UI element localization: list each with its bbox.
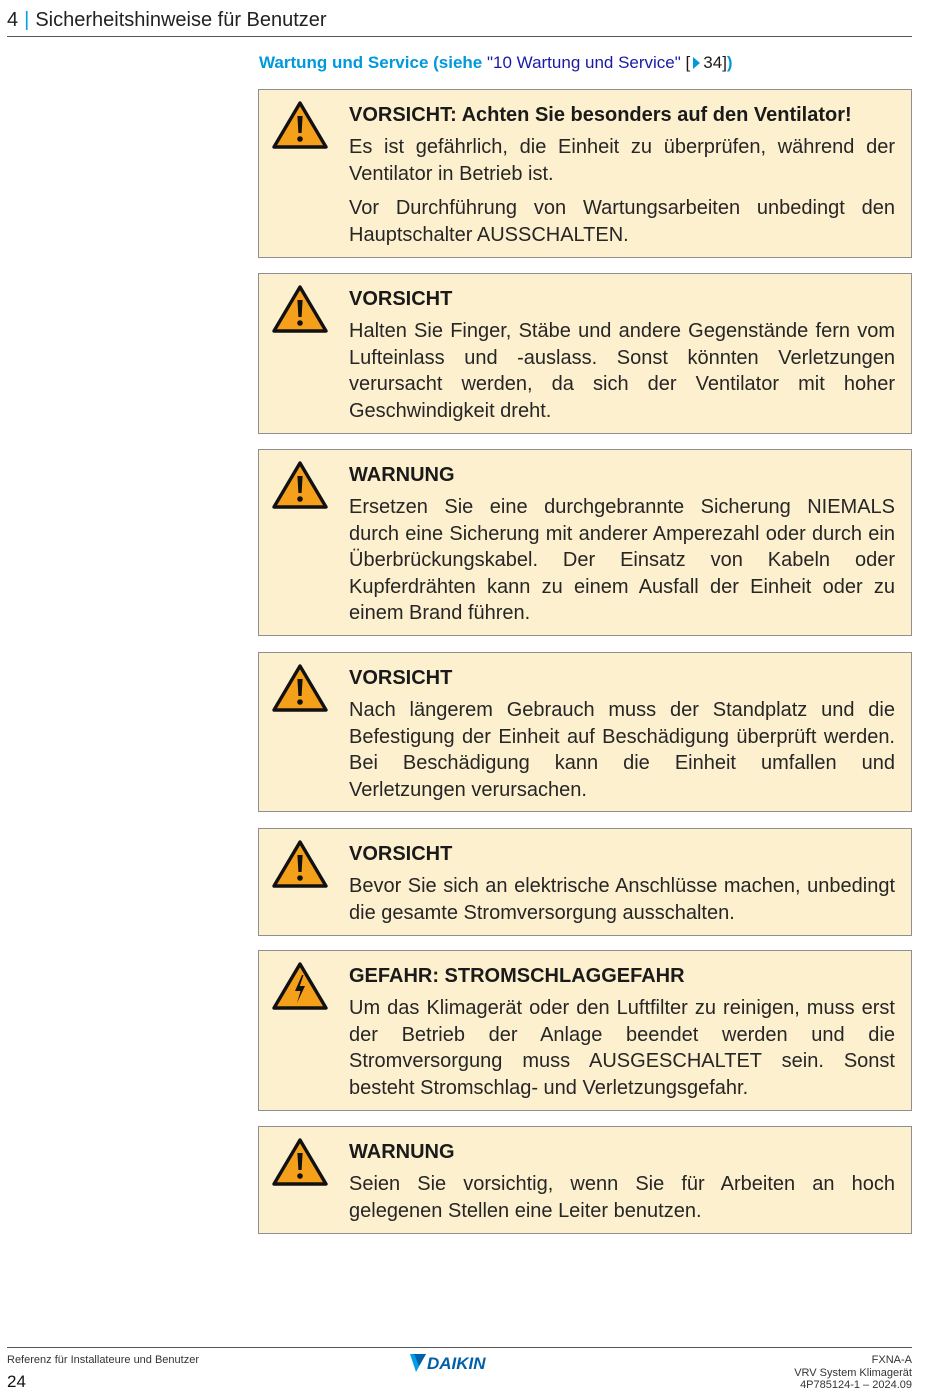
notice-body: Seien Sie vorsichtig, wenn Sie für Arbeiten an hoch gelegenen Stellen eine Leiter benutzen. xyxy=(349,1173,895,1222)
chapter-link[interactable]: "10 Wartung und Service" xyxy=(486,53,681,72)
notice-title: VORSICHT xyxy=(349,667,453,689)
chapter-title: Sicherheitshinweise für Benutzer xyxy=(35,9,327,31)
notice-caution-fan xyxy=(258,89,912,258)
notice-caution-fingers xyxy=(258,273,912,434)
warning-triangle-icon xyxy=(271,100,329,150)
page-header xyxy=(7,6,912,37)
notice-title: VORSICHT xyxy=(349,288,453,310)
notice-title: WARNUNG xyxy=(349,464,455,486)
notice-title: WARNUNG xyxy=(349,1141,455,1163)
notice-title: VORSICHT: Achten Sie besonders auf den Ventilator! xyxy=(349,104,852,126)
warning-triangle-icon xyxy=(271,663,329,713)
notice-title: VORSICHT xyxy=(349,843,453,865)
electric-shock-icon xyxy=(271,961,329,1011)
svg-text:DAIKIN: DAIKIN xyxy=(427,1354,486,1373)
notice-caution-power xyxy=(258,828,912,936)
page-number: 24 xyxy=(7,1372,26,1391)
warning-triangle-icon xyxy=(271,284,329,334)
model-name: FXNA-A xyxy=(871,1354,912,1366)
footer-product-info xyxy=(794,1354,912,1392)
notice-warning-fuse xyxy=(258,449,912,636)
document-id: 4P785124-1 – 2024.09 xyxy=(800,1379,912,1391)
warning-triangle-icon xyxy=(271,1137,329,1187)
notice-body: Bevor Sie sich an elektrische Anschlüsse machen, unbedingt die gesamte Stromversorgung ausschalten. xyxy=(349,875,895,924)
footer-reference: Referenz für Installateure und Benutzer xyxy=(7,1354,200,1366)
header-separator: | xyxy=(24,9,30,31)
warning-triangle-icon xyxy=(271,839,329,889)
maintenance-reference: Wartung und Service (siehe "10 Wartung und Service" [ 34]) xyxy=(259,53,733,72)
warning-triangle-icon xyxy=(271,460,329,510)
notice-danger-electric xyxy=(258,950,912,1111)
product-name: VRV System Klimagerät xyxy=(794,1366,912,1379)
notice-warning-ladder xyxy=(258,1126,912,1234)
notice-body: Ersetzen Sie eine durchgebrannte Sicherung NIEMALS durch eine Sicherung mit anderer Amperezahl oder durch ein Überbrückungskabel. Der Einsatz von Kabeln oder Kupferdrähten kann zu einem Ausfall der Einheit oder zu einem Brand führen. xyxy=(349,496,895,624)
notice-title: GEFAHR: STROMSCHLAGGEFAHR xyxy=(349,965,685,987)
notice-body: Nach längerem Gebrauch muss der Standplatz und die Befestigung der Einheit auf Beschädigung überprüft werden. Bei Beschädigung kann die Einheit umfallen und Verletzungen verursachen. xyxy=(349,699,895,801)
notice-body: Um das Klimagerät oder den Luftfilter zu reinigen, muss erst der Betrieb der Anlage beendet werden und die Stromversorgung muss AUSGESCHALTET sein. Sonst besteht Stromschlag- und Verletzungsgefahr. xyxy=(349,997,895,1099)
notice-caution-mounting xyxy=(258,652,912,812)
page-arrow-icon xyxy=(693,57,700,69)
footer-divider xyxy=(7,1347,912,1348)
notice-body: Es ist gefährlich, die Einheit zu überprüfen, während der Ventilator in Betrieb ist. Vor Durchführung von Wartungsarbeiten unbedingt den Hauptschalter AUSSCHALTEN. xyxy=(349,136,895,246)
notice-body: Halten Sie Finger, Stäbe und andere Gegenstände fern vom Lufteinlass und -auslass. Sonst könnten Verletzungen verursacht werden, da sich der Ventilator mit hoher Geschwindigkeit dreht. xyxy=(349,320,895,422)
daikin-logo xyxy=(408,1352,512,1374)
page-link[interactable]: 34 xyxy=(703,53,723,72)
reference-label: Wartung und Service (siehe xyxy=(259,53,487,72)
chapter-number: 4 xyxy=(7,9,19,31)
